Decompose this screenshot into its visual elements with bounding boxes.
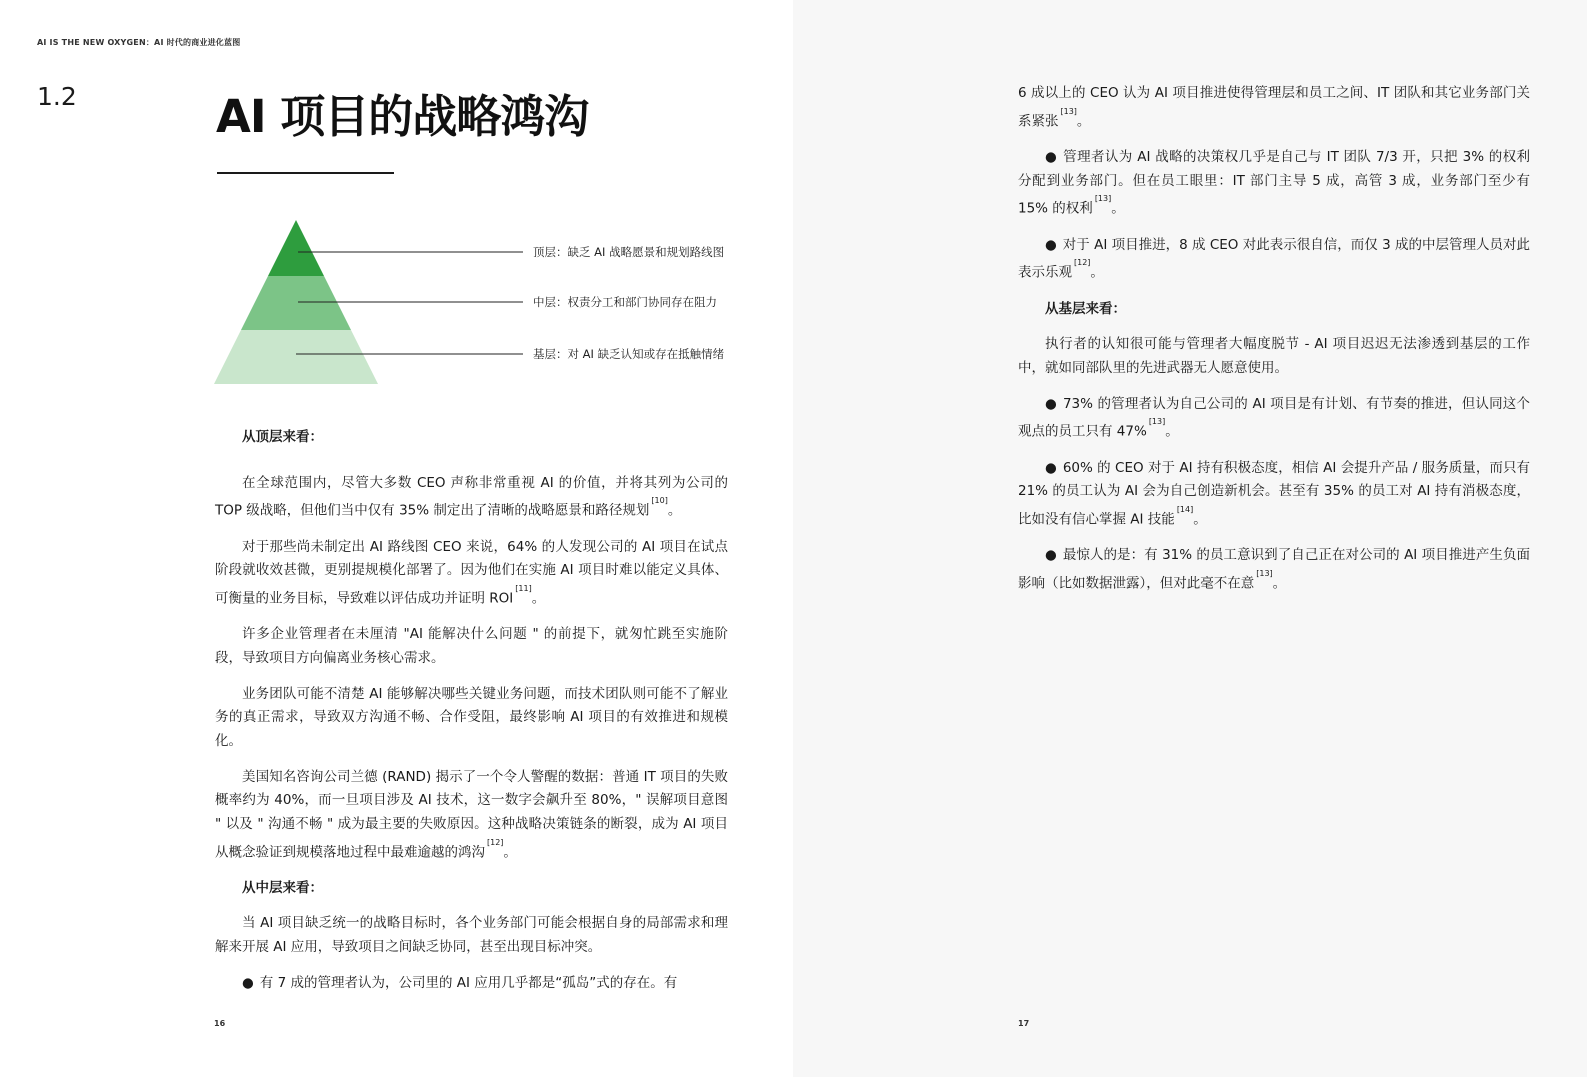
pyramid-middle-tier	[241, 276, 351, 330]
citation-ref: [14]	[1176, 504, 1194, 514]
paragraph-continued	[1018, 82, 1530, 134]
citation-ref: [13]	[1148, 417, 1166, 427]
middle-level-heading: 从中层来看：	[242, 879, 323, 896]
bullet-dot-icon: ●	[1045, 547, 1057, 564]
bullet-item-confidence	[1018, 234, 1530, 286]
paragraph-team-gap: 业务团队可能不清楚 AI 能够解决哪些关键业务问题，而技术团队则可能不了解业务的真正需求，导致双方沟通不畅、合作受阻，最终影响 AI 项目的有效推进和规模化。	[215, 685, 728, 749]
top-level-heading: 从顶层来看：	[242, 429, 323, 445]
paragraph-text: 美国知名咨询公司兰德 (RAND) 揭示了一个令人警醒的数据：普通 IT 项目的失败概率约为 40%，而一旦项目涉及 AI 技术，这一数字会飙升至 80%，" 误解项目意图 " 以及 " 沟通不畅 " 成为最主要的失败原因。这种战略决策链条的断裂，成为 AI 项目从概念验证到规模落地过程中最难逾越的鸿沟	[215, 768, 728, 860]
bullet-text: 最惊人的是：有 31% 的员工意识到了自己正在对公司的 AI 项目推进产生负面影响（比如数据泄露），但对此毫不在意	[1018, 547, 1531, 592]
paragraph-roadmap	[215, 536, 728, 611]
right-text-column	[1018, 82, 1530, 608]
paragraph-text: 对于那些尚未制定出 AI 路线图 CEO 来说，64% 的人发现公司的 AI 项目在试点阶段就收效甚微，更别提规模化部署了。因为他们在实施 AI 项目时难以能定义具体、可衡量的业务目标，导致难以评估成功并证明 ROI	[215, 538, 728, 607]
paragraph-text: 在全球范围内，尽管大多数 CEO 声称非常重视 AI 的价值，并将其列为公司的 TOP 级战略，但他们当中仅有 35% 制定出了清晰的战略愿景和路径规划	[215, 474, 728, 519]
paragraph-end: 。	[1111, 200, 1125, 217]
title-underline	[217, 172, 394, 174]
bullet-text: 73% 的管理者认为自己公司的 AI 项目是有计划、有节奏的推进，但认同这个观点的员工只有 47%	[1018, 395, 1530, 440]
paragraph-ceo-strategy	[215, 472, 728, 524]
bullet-item-silos	[215, 972, 728, 996]
bullet-text: 对于 AI 项目推进，8 成 CEO 对此表示很自信，而仅 3 成的中层管理人员对此表示乐观	[1018, 236, 1531, 281]
bullet-dot-icon: ●	[1045, 148, 1058, 165]
paragraph-rand-data	[215, 766, 728, 865]
base-level-heading: 从基层来看：	[1045, 300, 1126, 317]
bullet-dot-icon: ●	[242, 974, 254, 991]
section-number: 1.2	[37, 82, 77, 111]
bullet-item-attitude	[1018, 457, 1530, 532]
strategy-pyramid-diagram	[214, 220, 734, 390]
page-number-right: 17	[1018, 1019, 1030, 1028]
citation-ref: [10]	[651, 496, 668, 506]
citation-ref: [11]	[515, 583, 532, 593]
bullet-item-planning-view	[1018, 393, 1530, 445]
left-text-column	[215, 426, 728, 1008]
pyramid-base-label: 基层：对 AI 缺乏认知或存在抵触情绪	[533, 347, 725, 361]
bullet-text: 有 7 成的管理者认为，公司里的 AI 应用几乎都是“孤岛”式的存在。有	[259, 974, 678, 991]
paragraph-executor-gap: 执行者的认知很可能与管理者大幅度脱节 - AI 项目迟迟无法渗透到基层的工作中，就如同部队里的先进武器无人愿意使用。	[1018, 336, 1530, 376]
citation-ref: [13]	[1060, 106, 1077, 116]
paragraph-end: 。	[531, 590, 546, 607]
running-header: AI IS THE NEW OXYGEN：AI 时代的商业进化蓝图	[37, 38, 241, 47]
paragraph-text: 6 成以上的 CEO 认为 AI 项目推进使得管理层和员工之间、IT 团队和其它业务部门关系紧张	[1018, 85, 1530, 130]
paragraph-end: 。	[1165, 423, 1179, 440]
left-page	[0, 0, 793, 1077]
paragraph-no-unified-goal: 当 AI 项目缺乏统一的战略目标时，各个业务部门可能会根据自身的局部需求和理解来开展 AI 应用，导致项目之间缺乏协同，甚至出现目标冲突。	[215, 915, 728, 956]
bullet-dot-icon: ●	[1045, 459, 1057, 476]
paragraph-end: 。	[1272, 575, 1287, 592]
paragraph-end: 。	[503, 844, 517, 860]
section-title: AI 项目的战略鸿沟	[216, 90, 589, 143]
pyramid-top-tier	[268, 220, 324, 276]
bullet-dot-icon: ●	[1045, 395, 1057, 412]
bullet-dot-icon: ●	[1045, 236, 1057, 253]
paragraph-rush-implementation: 许多企业管理者在未厘清 "AI 能解决什么问题 " 的前提下，就匆忙跳至实施阶段，导致项目方向偏离业务核心需求。	[215, 626, 728, 666]
paragraph-end: 。	[667, 502, 682, 519]
pyramid-mid-label: 中层：权责分工和部门协同存在阻力	[533, 295, 717, 309]
page-number-left: 16	[214, 1019, 226, 1028]
citation-ref: [13]	[1256, 568, 1273, 578]
pyramid-top-label: 顶层：缺乏 AI 战略愿景和规划路线图	[533, 245, 725, 259]
bullet-text: 管理者认为 AI 战略的决策权几乎是自己与 IT 团队 7/3 开，只把 3% 的权利分配到业务部门。但在员工眼里：IT 部门主导 5 成，高管 3 成，业务部门至少有 15% 的权利	[1018, 148, 1530, 217]
bullet-item-negative-impact	[1018, 544, 1530, 596]
citation-ref: [13]	[1094, 194, 1112, 204]
pyramid-base-tier	[214, 330, 378, 384]
paragraph-end: 。	[1076, 113, 1091, 130]
citation-ref: [12]	[487, 837, 504, 847]
bullet-text: 60% 的 CEO 对于 AI 持有积极态度，相信 AI 会提升产品 / 服务质量，而只有 21% 的员工认为 AI 会为自己创造新机会。甚至有 35% 的员工对 AI 持有消极态度，比如没有信心掌握 AI 技能	[1018, 459, 1530, 528]
paragraph-end: 。	[1193, 511, 1207, 528]
citation-ref: [12]	[1074, 258, 1091, 268]
bullet-item-decision-rights	[1018, 146, 1530, 221]
paragraph-end: 。	[1090, 264, 1104, 281]
